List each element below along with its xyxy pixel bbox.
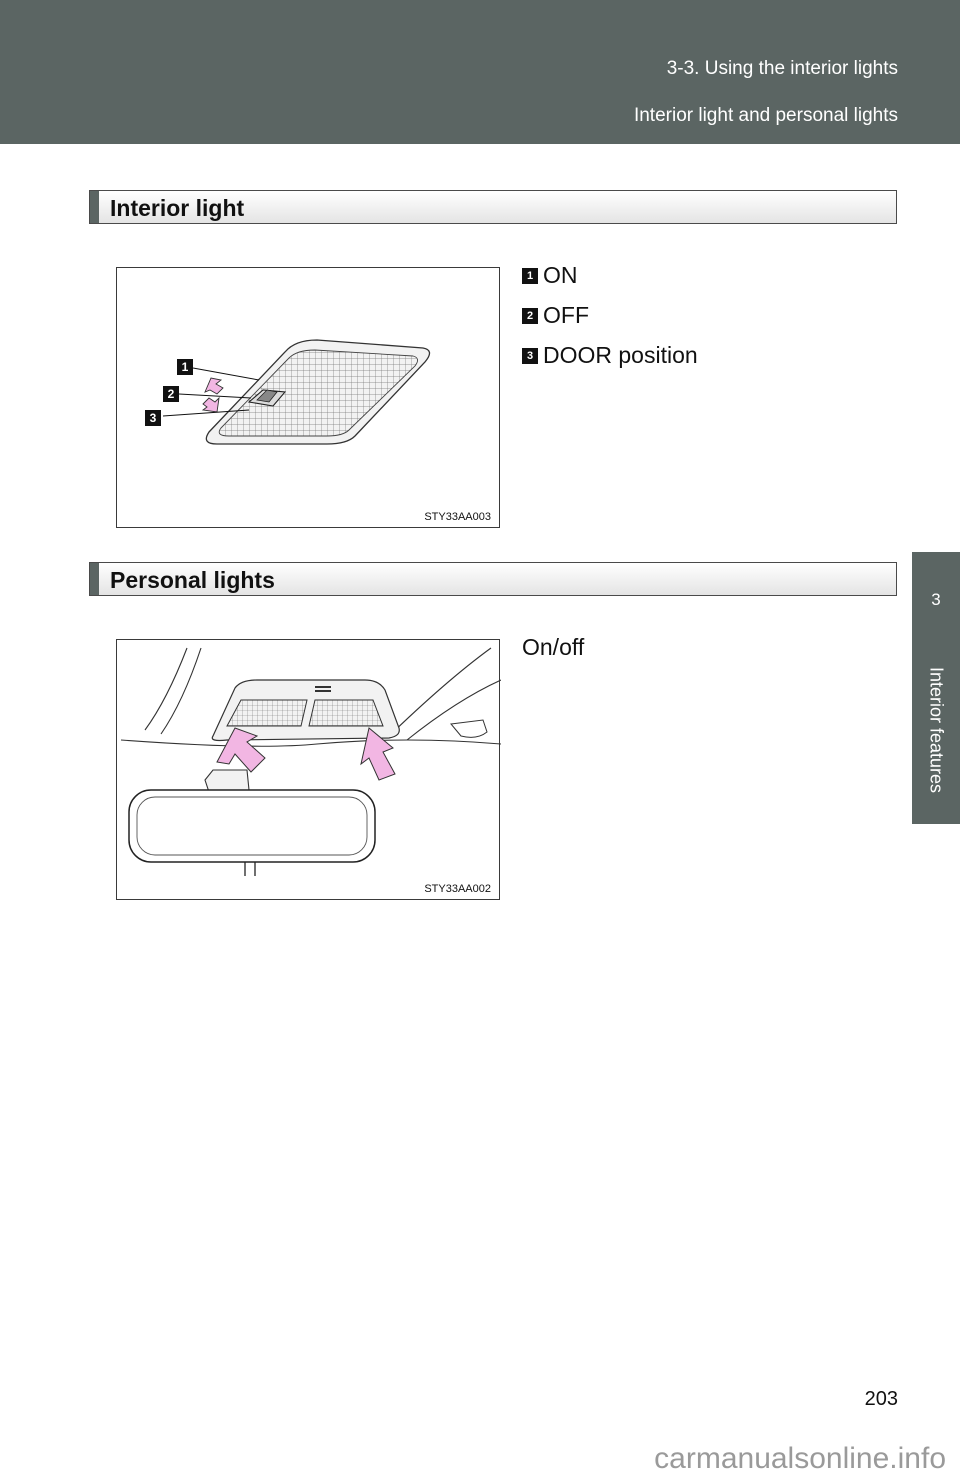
chapter-side-tab[interactable] (912, 552, 960, 824)
mirror-mount (205, 770, 249, 792)
personal-lights-illustration (117, 640, 501, 901)
interior-light-heading (89, 190, 897, 224)
personal-lights-figure (116, 639, 500, 900)
figure-code: STY33AA003 (424, 511, 491, 523)
callout-3: 3 (149, 411, 157, 425)
personal-lights-heading (89, 562, 897, 596)
legend-number: 1 (522, 268, 538, 284)
windshield-pillar-left (145, 648, 187, 730)
header-band (0, 0, 960, 144)
up-arrow-icon (205, 378, 223, 394)
legend-item-off (522, 302, 589, 329)
personal-light-left (227, 700, 307, 726)
interior-light-illustration (117, 268, 501, 529)
personal-lights-title: Personal lights (110, 567, 275, 593)
legend-number: 3 (522, 348, 538, 364)
callout-2: 2 (167, 387, 175, 401)
personal-light-right (309, 700, 383, 726)
down-arrow-icon (203, 398, 219, 412)
figure-code: STY33AA002 (424, 883, 491, 895)
legend-label: ON (543, 262, 578, 288)
legend-item-on (522, 262, 578, 289)
chapter-title: 3-3. Using the interior lights (666, 58, 898, 79)
section-title: Interior light and personal lights (633, 105, 898, 126)
chapter-number: 3 (931, 590, 941, 609)
chapter-label: Interior features (926, 666, 947, 794)
heading-bar (90, 191, 99, 223)
interior-light-figure (116, 267, 500, 528)
rearview-mirror (129, 790, 375, 862)
heading-bar (90, 563, 99, 595)
page-number: 203 (864, 1388, 898, 1410)
legend-label: DOOR position (543, 342, 698, 368)
watermark: carmanualsonline.info (654, 1442, 946, 1475)
ceiling-edge (121, 740, 501, 746)
interior-light-title: Interior light (110, 195, 245, 221)
legend-number: 2 (522, 308, 538, 324)
legend-item-door-position (522, 342, 698, 369)
callout-1: 1 (181, 360, 189, 374)
legend-label: OFF (543, 302, 589, 328)
personal-lights-caption: On/off (522, 634, 585, 660)
